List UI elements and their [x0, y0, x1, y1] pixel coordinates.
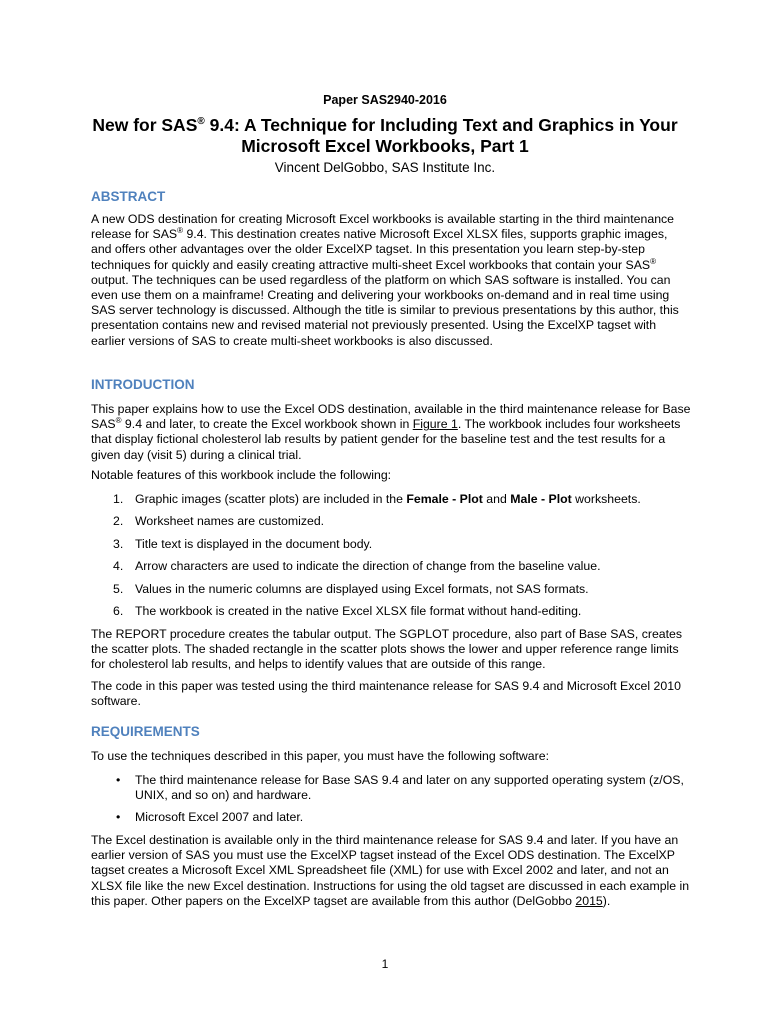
- intro-text-1: This paper explains how to use the Excel ODS destination, available in the third maintenance release for Base SAS: [91, 402, 691, 432]
- requirements-text-1: The Excel destination is available only in the third maintenance release for SAS 9.4 and later. If you have an earlier version of SAS you must use the ExcelXP tagset instead of the Excel ODS destination. The ExcelXP tagset creates a Microsoft Excel XML Spreadsheet file (XML) for use with Excel 2002 and later, and not an XLSX file like the new Excel destination. Instructions for using the old tagset are discussed in each example in this paper. Other papers on the ExcelXP tagset are available from this author (DelGobbo: [91, 833, 690, 908]
- list-text: Arrow characters are used to indicate the direction of change from the baseline value.: [135, 559, 601, 573]
- list-number: 4.: [113, 559, 124, 573]
- bold-term: Male - Plot: [510, 492, 572, 506]
- list-text-part: and: [482, 492, 511, 506]
- list-text: Values in the numeric columns are displayed using Excel formats, not SAS formats.: [135, 582, 589, 596]
- paper-id: Paper SAS2940-2016: [323, 93, 447, 107]
- introduction-paragraph-2: Notable features of this workbook include the following:: [91, 468, 392, 482]
- bullet-icon: •: [116, 810, 121, 824]
- abstract-text-3: output. The techniques can be used regardless of the platform on which SAS software is installed. You can even use them on a mainframe! Creating and delivering your workbooks on-demand and in real time using SAS server technology is discussed. Although the title is similar to previous presentations by this author, this presentation contains new and revised material not previously presented. Using the ExcelXP tagset with earlier versions of SAS to create multi-sheet workbooks is also discussed.: [91, 272, 679, 348]
- list-number: 2.: [113, 514, 124, 528]
- intro-text-2: 9.4 and later, to create the Excel workbook shown in: [121, 417, 413, 432]
- introduction-paragraph-1: [91, 402, 691, 463]
- title-text-end: 9.4: A Technique for Including Text and Graphics in Your: [204, 115, 678, 135]
- author-line: Vincent DelGobbo, SAS Institute Inc.: [274, 160, 496, 175]
- intro-text-3: . The workbook includes four worksheets that display fictional cholesterol lab results by patient gender for the baseline test and the test results for a given day (visit 5) during a clinical trial.: [91, 417, 681, 462]
- bullet-text: Microsoft Excel 2007 and later.: [135, 810, 304, 824]
- paper-title: [40, 115, 730, 157]
- list-number: 3.: [113, 537, 124, 551]
- bullet-text: The third maintenance release for Base SAS 9.4 and later on any supported operating system (z/OS, UNIX, and so on) and hardware.: [135, 773, 684, 803]
- registered-mark: ®: [650, 256, 657, 266]
- bullet-icon: •: [116, 773, 121, 787]
- title-line-2: Microsoft Excel Workbooks, Part 1: [241, 136, 529, 156]
- registered-mark: ®: [177, 226, 184, 236]
- figure-1-link[interactable]: Figure 1: [412, 417, 458, 432]
- list-text: Title text is displayed in the document body.: [135, 537, 373, 551]
- list-text: The workbook is created in the native Excel XLSX file format without hand-editing.: [135, 604, 582, 618]
- abstract-text-1: A new ODS destination for creating Microsoft Excel workbooks is available starting in the third maintenance release for SAS: [91, 212, 675, 242]
- registered-mark: ®: [197, 116, 205, 127]
- list-text-part: worksheets.: [571, 492, 641, 506]
- bold-term: Female - Plot: [406, 492, 483, 506]
- list-number: 5.: [113, 582, 124, 596]
- requirements-heading: REQUIREMENTS: [91, 724, 200, 739]
- abstract-paragraph: [91, 212, 691, 349]
- requirements-paragraph-1: To use the techniques described in this paper, you must have the following software:: [91, 749, 549, 763]
- introduction-paragraph-4: The code in this paper was tested using the third maintenance release for SAS 9.4 and Microsoft Excel 2010 software.: [91, 679, 681, 709]
- abstract-text-2: 9.4. This destination creates native Microsoft Excel XLSX files, supports graphic images, and offers other advantages over the older ExcelXP tagset. In this presentation you learn step-by-step techniques for quickly and easily creating attractive multi-sheet Excel workbooks that contain your SAS: [91, 227, 668, 272]
- list-text-part: Graphic images (scatter plots) are included in the: [135, 492, 407, 506]
- registered-mark: ®: [115, 416, 122, 426]
- requirements-text-2: ).: [602, 893, 611, 908]
- list-number: 1.: [113, 492, 124, 506]
- delgobbo-2015-link[interactable]: 2015: [575, 893, 603, 908]
- page-number: 1: [381, 957, 389, 971]
- abstract-heading: ABSTRACT: [91, 189, 166, 204]
- title-text-start: New for SAS: [92, 115, 198, 135]
- introduction-paragraph-3: The REPORT procedure creates the tabular output. The SGPLOT procedure, also part of Base SAS, creates the scatter plots. The shaded rectangle in the scatter plots shows the lower and upper reference range limits for cholesterol lab results, and helps to identify values that are outside of this range.: [91, 627, 683, 672]
- list-number: 6.: [113, 604, 124, 618]
- list-text: [135, 492, 691, 507]
- requirements-paragraph-2: [91, 833, 691, 909]
- list-text: Worksheet names are customized.: [135, 514, 325, 528]
- introduction-heading: INTRODUCTION: [91, 377, 195, 392]
